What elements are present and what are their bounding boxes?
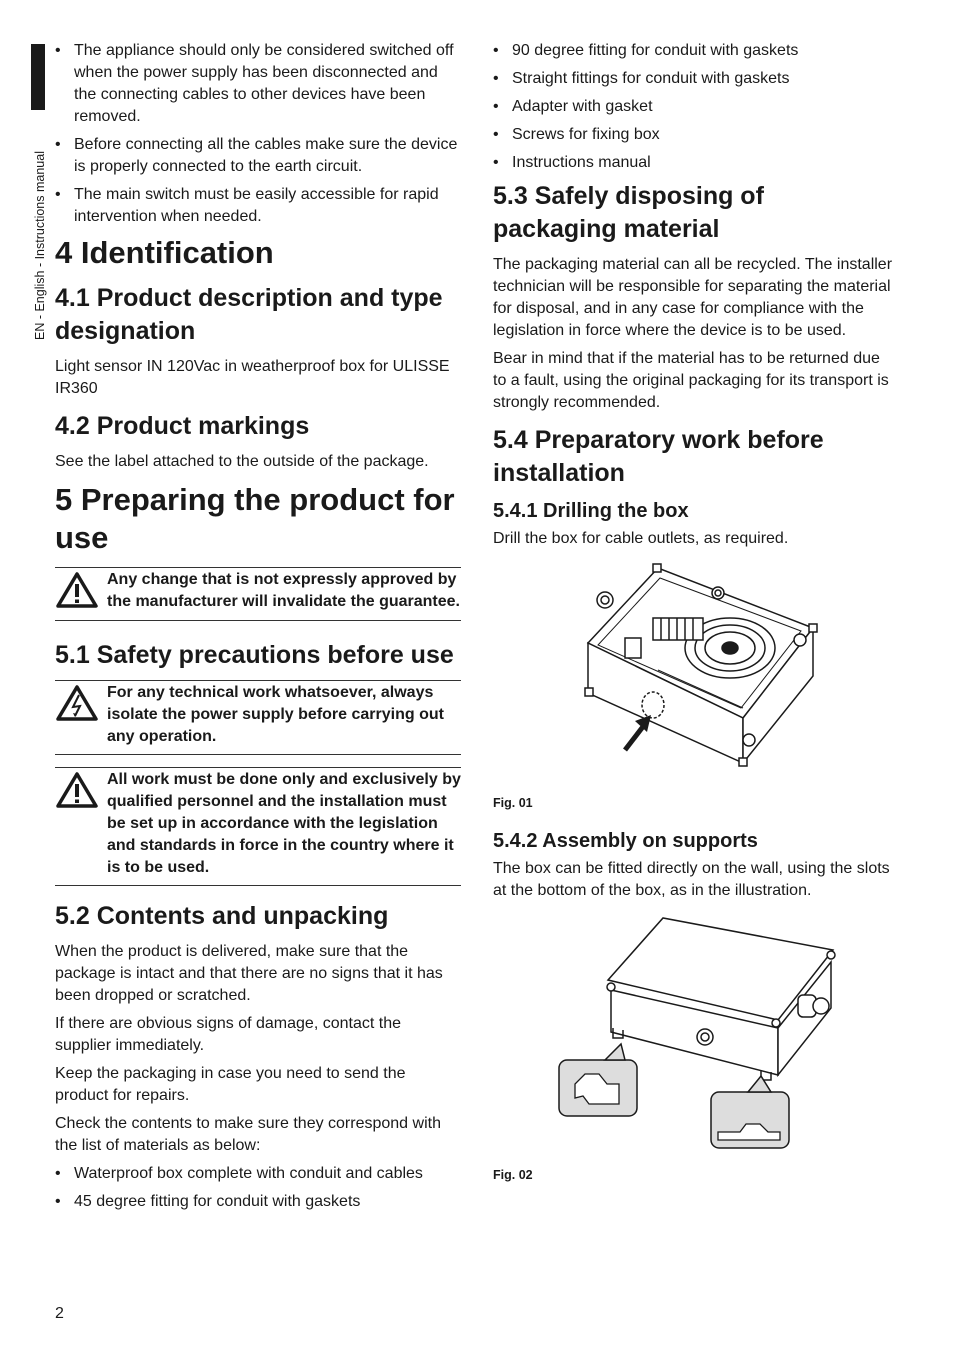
page-number: 2 xyxy=(55,1305,64,1322)
side-language-label: EN - English - Instructions manual xyxy=(33,151,47,340)
warning-box-electrical xyxy=(55,680,461,755)
section-5-4-1-title: 5.4.1 Drilling the box xyxy=(493,500,689,522)
contents-bullet-list-continued xyxy=(493,40,893,174)
warning-triangle-icon xyxy=(55,769,107,879)
warning-box-qualified-personnel xyxy=(55,767,461,886)
section-4-1-title: 4.1 Product description and type designation xyxy=(55,284,443,345)
side-tab-marker xyxy=(31,44,45,110)
section-5-4-title: 5.4 Preparatory work before installation xyxy=(493,426,824,487)
warning-text: For any technical work whatsoever, always isolate the power supply before carrying out any operation. xyxy=(107,684,444,745)
list-item: • Waterproof box complete with conduit and cables xyxy=(55,1163,461,1185)
list-item: • The main switch must be easily accessible for rapid intervention when needed. xyxy=(55,184,461,228)
section-5-4-2-title: 5.4.2 Assembly on supports xyxy=(493,830,758,852)
paragraph: Drill the box for cable outlets, as required. xyxy=(493,530,789,547)
list-item: • Screws for fixing box xyxy=(493,124,893,146)
paragraph: Check the contents to make sure they correspond with the list of materials as below: xyxy=(55,1115,441,1154)
section-4-title: 4 Identification xyxy=(55,235,274,270)
section-4-2-text: See the label attached to the outside of the package. xyxy=(55,453,429,470)
paragraph: The box can be fitted directly on the wall, using the slots at the bottom of the box, as in the illustration. xyxy=(493,860,890,899)
section-5-3-title: 5.3 Safely disposing of packaging material xyxy=(493,182,764,243)
contents-bullet-list xyxy=(55,1163,461,1213)
figure-02-assembly-supports xyxy=(493,910,893,1160)
box-mounting-illustration xyxy=(493,910,893,1155)
right-column xyxy=(493,40,893,1186)
warning-box-guarantee xyxy=(55,567,461,621)
section-5-title: 5 Preparing the product for use xyxy=(55,482,455,555)
figure-01-caption: Fig. 01 xyxy=(493,796,533,810)
section-4-1-text: Light sensor IN 120Vac in weatherproof box for ULISSE IR360 xyxy=(55,358,450,397)
section-4-2-title: 4.2 Product markings xyxy=(55,412,310,440)
paragraph: Keep the packaging in case you need to send the product for repairs. xyxy=(55,1065,406,1104)
left-column xyxy=(55,40,461,1219)
electrical-hazard-icon xyxy=(55,682,107,748)
list-item: • 90 degree fitting for conduit with gaskets xyxy=(493,40,893,62)
list-item: • Straight fittings for conduit with gaskets xyxy=(493,68,893,90)
paragraph: When the product is delivered, make sure that the package is intact and that there are no signs that it has been dropped or scratched. xyxy=(55,943,443,1004)
paragraph: The packaging material can all be recycled. The installer technician will be responsible for separating the material for disposal, and in any case for compliance with the legislation in force where the device is to be used. xyxy=(493,256,893,339)
warning-triangle-icon xyxy=(55,569,107,614)
list-item: • The appliance should only be considered switched off when the power supply has been disconnected and the connecting cables to other devices have been removed. xyxy=(55,40,461,128)
list-item: • Instructions manual xyxy=(493,152,893,174)
list-item: • Adapter with gasket xyxy=(493,96,893,118)
figure-02-caption: Fig. 02 xyxy=(493,1168,533,1182)
section-5-1-title: 5.1 Safety precautions before use xyxy=(55,641,454,669)
section-5-2-title: 5.2 Contents and unpacking xyxy=(55,902,389,930)
paragraph: If there are obvious signs of damage, contact the supplier immediately. xyxy=(55,1015,401,1054)
paragraph: Bear in mind that if the material has to be returned due to a fault, using the original packaging for its transport is strongly recommended. xyxy=(493,350,889,411)
list-item: • Before connecting all the cables make sure the device is properly connected to the earth circuit. xyxy=(55,134,461,178)
box-interior-illustration xyxy=(493,558,893,783)
list-item: • 45 degree fitting for conduit with gaskets xyxy=(55,1191,461,1213)
warning-text: Any change that is not expressly approved by the manufacturer will invalidate the guarantee. xyxy=(107,571,460,610)
warning-text: All work must be done only and exclusively by qualified personnel and the installation must be set up in accordance with the legislation and standards in force in the country where it is to be used. xyxy=(107,771,461,876)
intro-bullet-list xyxy=(55,40,461,228)
figure-01-drilling-box xyxy=(493,558,893,788)
